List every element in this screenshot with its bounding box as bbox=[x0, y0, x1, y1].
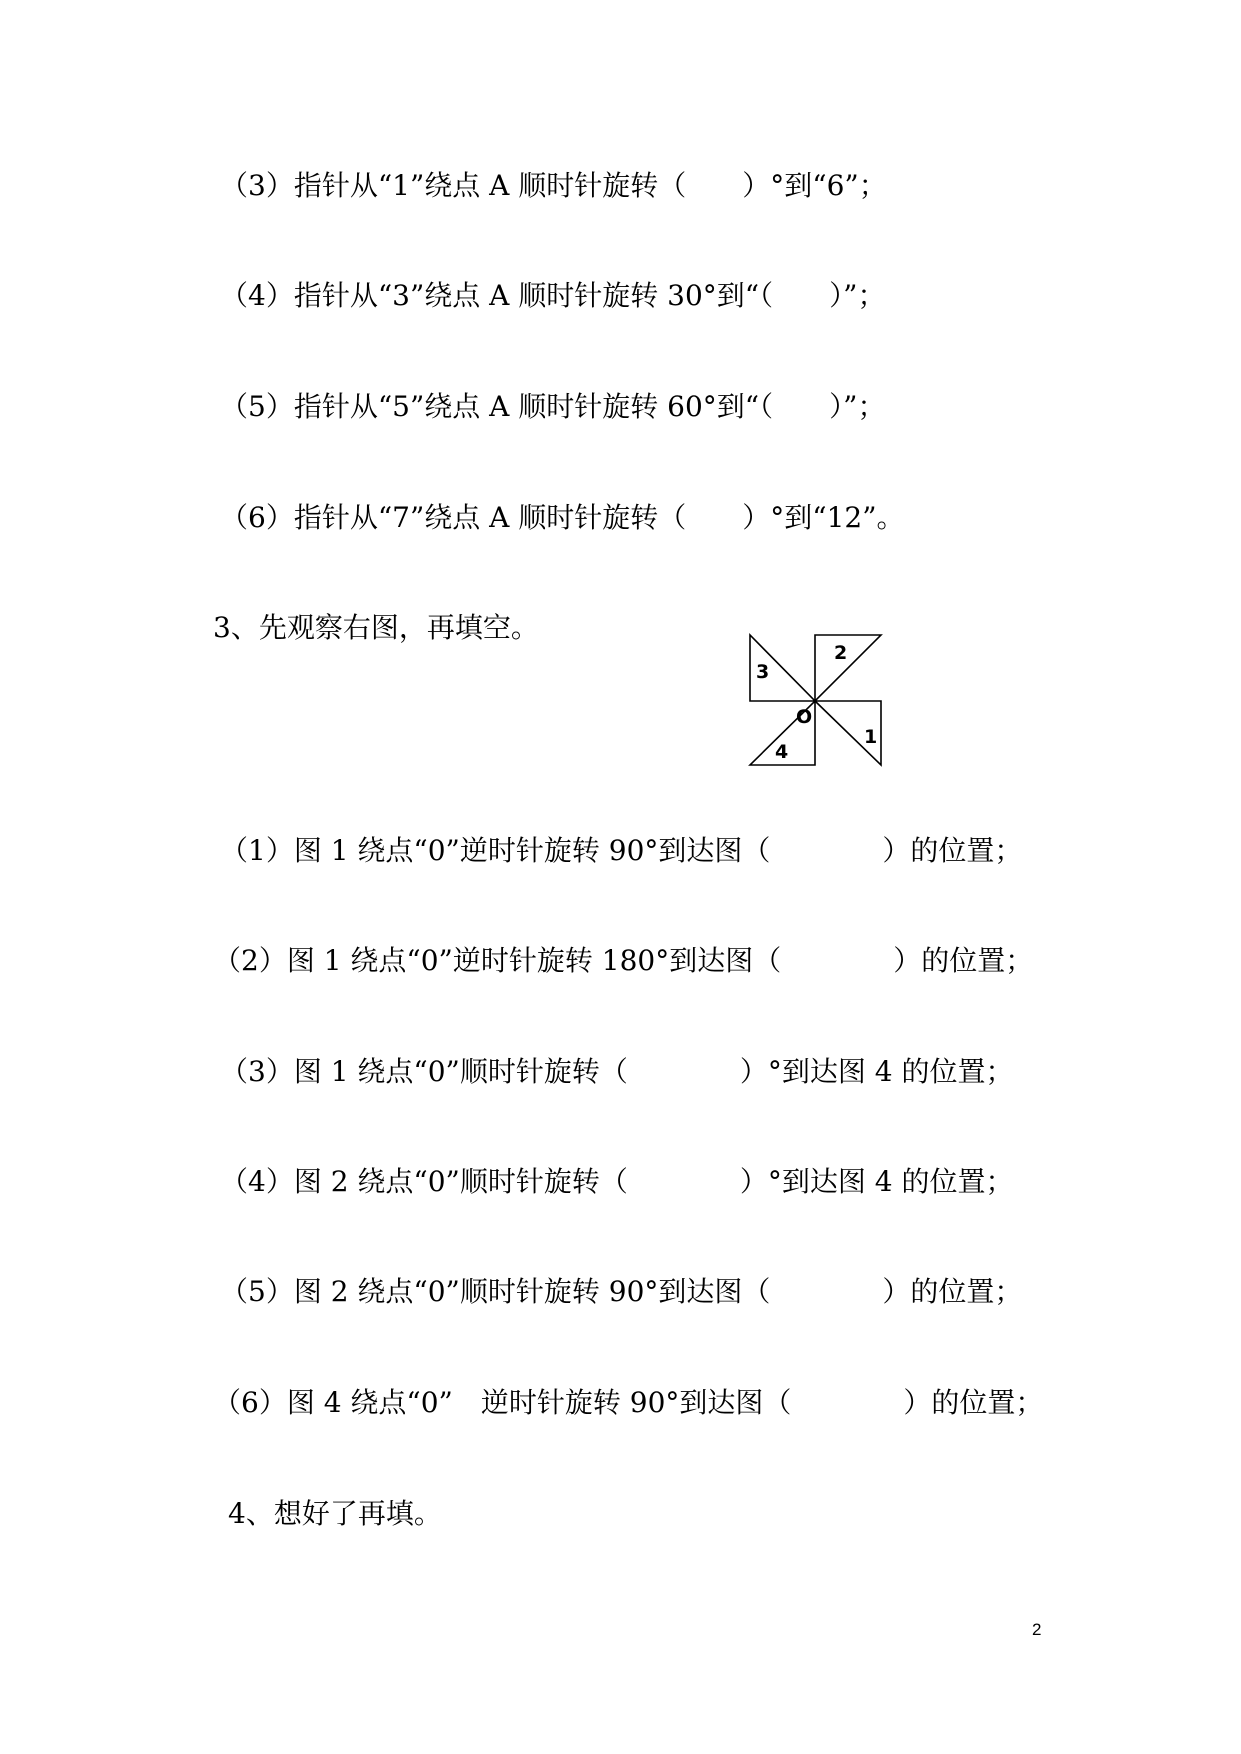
question-3-item-1: （1）图 1 绕点“0”逆时针旋转 90°到达图（ ）的位置； bbox=[220, 834, 1023, 867]
figure-label-3: 3 bbox=[756, 661, 770, 683]
question-2-item-5: （5）指针从“5”绕点 A 顺时针旋转 60°到“（ ）”； bbox=[220, 390, 886, 423]
pinwheel-triangle-2 bbox=[815, 635, 881, 701]
question-3-heading: 3、先观察右图，再填空。 bbox=[213, 611, 539, 644]
question-3-item-3: （3）图 1 绕点“0”顺时针旋转（ ）°到达图 4 的位置； bbox=[220, 1055, 1014, 1088]
question-3-item-4: （4）图 2 绕点“0”顺时针旋转（ ）°到达图 4 的位置； bbox=[220, 1165, 1014, 1198]
question-2-item-4: （4）指针从“3”绕点 A 顺时针旋转 30°到“（ ）”； bbox=[220, 279, 886, 312]
figure-label-2: 2 bbox=[834, 642, 848, 664]
figure-label-1: 1 bbox=[864, 726, 878, 748]
question-4-heading: 4、想好了再填。 bbox=[228, 1497, 442, 1530]
question-2-item-3: （3）指针从“1”绕点 A 顺时针旋转（ ）°到“6”； bbox=[220, 169, 887, 202]
question-3-item-6: （6）图 4 绕点“0” 逆时针旋转 90°到达图（ ）的位置； bbox=[213, 1386, 1044, 1419]
figure-label-4: 4 bbox=[775, 741, 789, 763]
pinwheel-figure bbox=[745, 633, 885, 773]
figure-label-center: O bbox=[796, 706, 813, 728]
question-2-item-6: （6）指针从“7”绕点 A 顺时针旋转（ ）°到“12”。 bbox=[220, 501, 905, 534]
question-3-item-2: （2）图 1 绕点“0”逆时针旋转 180°到达图（ ）的位置； bbox=[213, 944, 1034, 977]
page-number: 2 bbox=[1032, 1620, 1042, 1639]
question-3-item-5: （5）图 2 绕点“0”顺时针旋转 90°到达图（ ）的位置； bbox=[220, 1275, 1023, 1308]
